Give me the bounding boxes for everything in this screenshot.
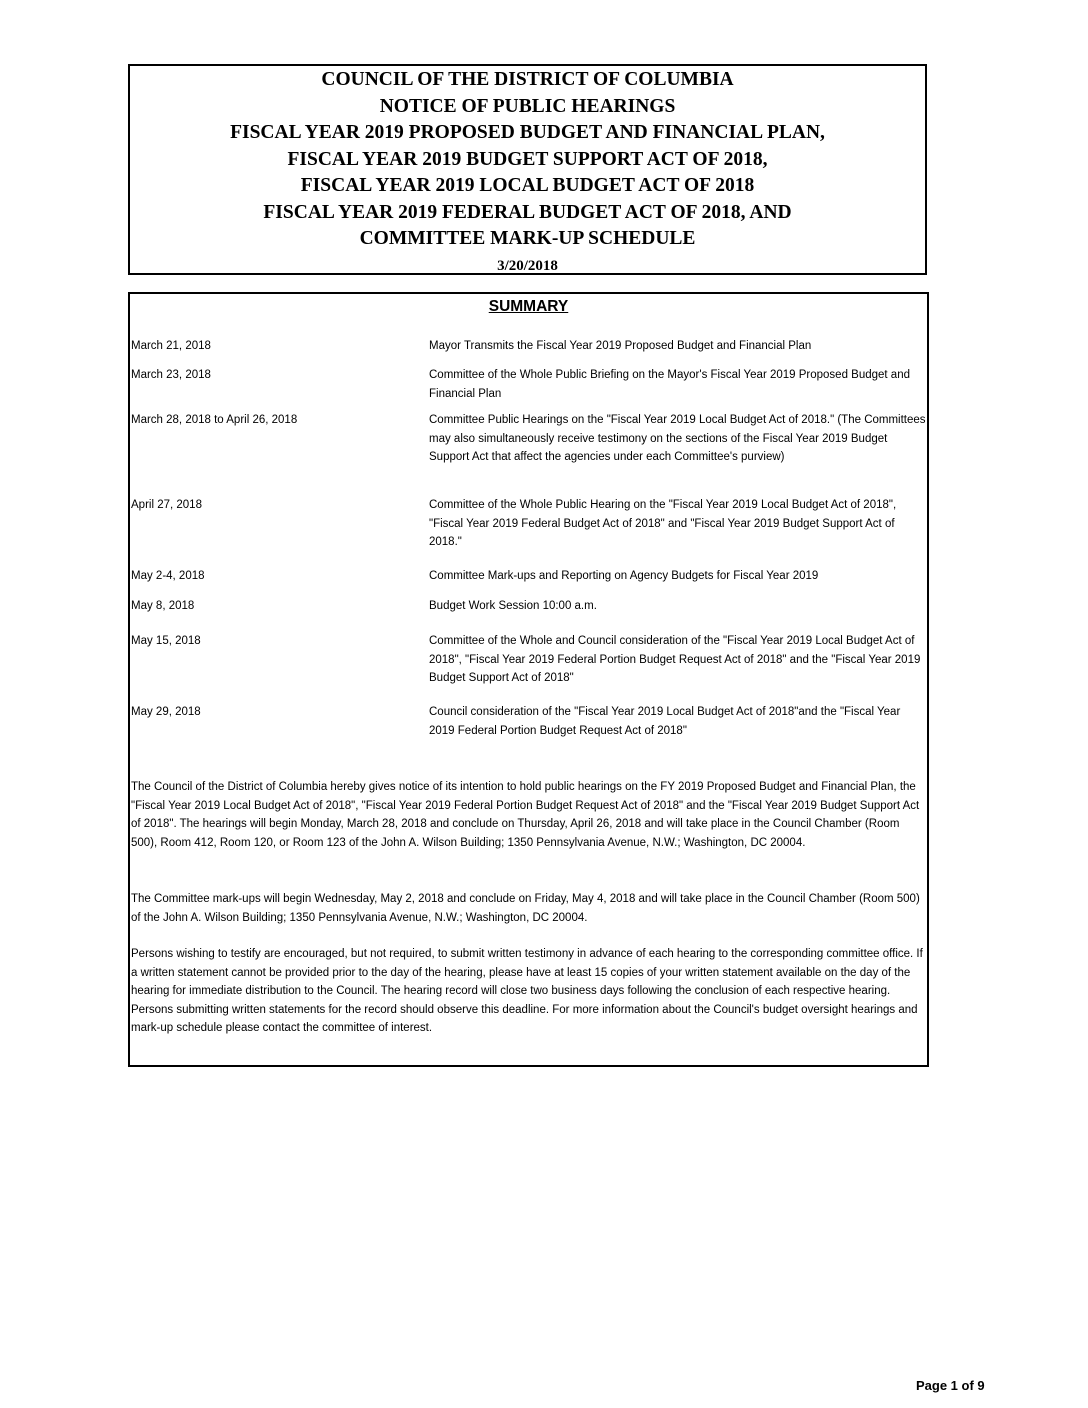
schedule-date: April 27, 2018 — [131, 499, 202, 511]
schedule-description: Mayor Transmits the Fiscal Year 2019 Proposed Budget and Financial Plan — [429, 340, 812, 352]
testimony-paragraph: Persons wishing to testify are encouraged, but not required, to submit written testimony in advance of each hearing to the corresponding committee office. If a written statement cannot be provided prior to the day of the hearing, please have at least 15 copies of your written statement available on the day of the hearing for immediate distribution to the Council. The hearing record will close two business days following the conclusion of each respective hearing. Persons submitting written statements for the record should observe this deadline. For more information about the Council's budget oversight hearings and mark-up schedule please contact the committee of interest. — [131, 948, 923, 1034]
header-line-markup-schedule: COMMITTEE MARK-UP SCHEDULE — [359, 228, 696, 249]
schedule-description: Council consideration of the "Fiscal Year 2019 Local Budget Act of 2018"and the "Fiscal Year 2019 Federal Portion Budget Request Act of 2018" — [429, 706, 901, 737]
schedule-description: Committee of the Whole Public Briefing on the Mayor's Fiscal Year 2019 Proposed Budget and Financial Plan — [429, 369, 910, 400]
header-line-budget-support-act: FISCAL YEAR 2019 BUDGET SUPPORT ACT OF 2018, — [287, 148, 768, 170]
schedule-date: March 21, 2018 — [131, 340, 211, 352]
summary-title: SUMMARY — [488, 298, 569, 315]
header-line-local-budget-act: FISCAL YEAR 2019 LOCAL BUDGET ACT OF 2018 — [300, 175, 755, 196]
header-box — [128, 64, 927, 275]
schedule-date: May 8, 2018 — [131, 600, 195, 612]
schedule-date: March 28, 2018 to April 26, 2018 — [131, 414, 298, 426]
schedule-description: Budget Work Session 10:00 a.m. — [429, 600, 597, 612]
header-line-proposed-budget: FISCAL YEAR 2019 PROPOSED BUDGET AND FINANCIAL PLAN, — [230, 122, 825, 143]
header-line-council: COUNCIL OF THE DISTRICT OF COLUMBIA — [321, 69, 734, 90]
summary-box — [128, 292, 929, 1067]
schedule-description: Committee of the Whole and Council consideration of the "Fiscal Year 2019 Local Budget Act of 2018", "Fiscal Year 2019 Federal Portion Budget Request Act of 2018" and the "Fiscal Year 2019 Budget Support Act of 2018" — [429, 635, 921, 684]
page-number: Page 1 of 9 — [916, 1378, 985, 1393]
schedule-description: Committee Public Hearings on the "Fiscal Year 2019 Local Budget Act of 2018." (The Committees may also simultaneously receive testimony on the sections of the Fiscal Year 2019 Budget Support Act that affect the agencies under each Committee's purview) — [429, 414, 926, 463]
schedule-date: May 29, 2018 — [131, 706, 201, 718]
header-line-federal-budget-act: FISCAL YEAR 2019 FEDERAL BUDGET ACT OF 2018, AND — [263, 201, 792, 223]
schedule-date: May 15, 2018 — [131, 635, 201, 647]
schedule-description: Committee Mark-ups and Reporting on Agency Budgets for Fiscal Year 2019 — [429, 570, 819, 582]
notice-paragraph: The Council of the District of Columbia hereby gives notice of its intention to hold public hearings on the FY 2019 Proposed Budget and Financial Plan, the "Fiscal Year 2019 Local Budget Act of 2018", "Fiscal Year 2019 Federal Portion Budget Request Act of 2018" and the "Fiscal Year 2019 Budget Support Act of 2018". The hearings will begin Monday, March 28, 2018 and conclude on Thursday, April 26, 2018 and will take place in the Council Chamber (Room 500), Room 412, Room 120, or Room 123 of the John A. Wilson Building; 1350 Pennsylvania Avenue, N.W.; Washington, DC 20004. — [131, 781, 920, 849]
header-date: 3/20/2018 — [497, 257, 558, 274]
schedule-date: March 23, 2018 — [131, 369, 211, 381]
schedule-description: Committee of the Whole Public Hearing on the "Fiscal Year 2019 Local Budget Act of 2018", "Fiscal Year 2019 Federal Budget Act of 2018" and "Fiscal Year 2019 Budget Support Act of 2018." — [429, 499, 897, 548]
markup-paragraph: The Committee mark-ups will begin Wednesday, May 2, 2018 and conclude on Friday, May 4, 2018 and will take place in the Council Chamber (Room 500) of the John A. Wilson Building; 1350 Pennsylvania Avenue, N.W.; Washington, DC 20004. — [131, 893, 920, 924]
schedule-date: May 2-4, 2018 — [131, 570, 205, 582]
header-line-notice: NOTICE OF PUBLIC HEARINGS — [379, 95, 676, 117]
